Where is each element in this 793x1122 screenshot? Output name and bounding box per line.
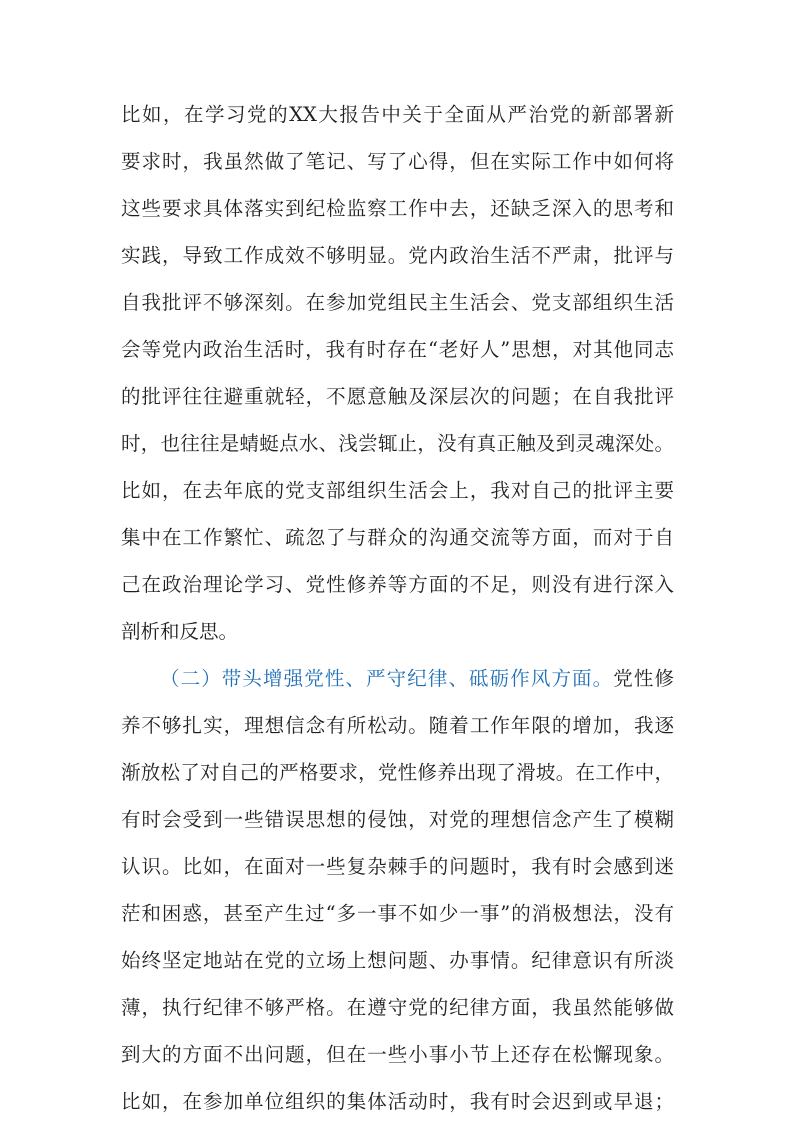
text-line: 实践，导致工作成效不够明显。党内政治生活不严肃，批评与 <box>121 244 674 267</box>
text-line: 渐放松了对自己的严格要求，党性修养出现了滑坡。在工作中， <box>121 761 674 784</box>
text-line: 剖析和反思。 <box>121 620 239 643</box>
text-line: 自我批评不够深刻。在参加党组民主生活会、党支部组织生活 <box>121 291 674 314</box>
text-line: 始终坚定地站在党的立场上想问题、办事情。纪律意识有所淡 <box>121 949 674 972</box>
text-line: 比如，在学习党的XX大报告中关于全面从严治党的新部署新 <box>121 103 674 126</box>
section-heading-line <box>160 662 674 696</box>
section-heading-tail: 党性修 <box>613 667 674 690</box>
text-line: 集中在工作繁忙、疏忽了与群众的沟通交流等方面，而对于自 <box>121 526 674 549</box>
text-line: 比如，在去年底的党支部组织生活会上，我对自己的批评主要 <box>121 479 674 502</box>
text-line: 薄，执行纪律不够严格。在遵守党的纪律方面，我虽然能够做 <box>121 996 674 1019</box>
text-line: 会等党内政治生活时，我有时存在“老好人”思想，对其他同志 <box>121 338 674 361</box>
text-line: 要求时，我虽然做了笔记、写了心得，但在实际工作中如何将 <box>121 150 674 173</box>
text-line: 这些要求具体落实到纪检监察工作中去，还缺乏深入的思考和 <box>121 197 674 220</box>
text-line: 己在政治理论学习、党性修养等方面的不足，则没有进行深入 <box>121 573 674 596</box>
text-line: 茫和困惑，甚至产生过“多一事不如少一事”的消极想法，没有 <box>121 902 674 925</box>
text-line: 的批评往往避重就轻，不愿意触及深层次的问题；在自我批评 <box>121 385 674 408</box>
section-heading: （二）带头增强党性、严守纪律、砥砺作风方面。 <box>160 667 614 690</box>
text-line: 有时会受到一些错误思想的侵蚀，对党的理想信念产生了模糊 <box>121 808 674 831</box>
text-line: 认识。比如，在面对一些复杂棘手的问题时，我有时会感到迷 <box>121 855 674 878</box>
text-line: 比如，在参加单位组织的集体活动时，我有时会迟到或早退； <box>121 1090 674 1113</box>
text-line: 到大的方面不出问题，但在一些小事小节上还存在松懈现象。 <box>121 1043 674 1066</box>
text-line: 时，也往往是蜻蜓点水、浅尝辄止，没有真正触及到灵魂深处。 <box>121 432 674 455</box>
text-line: 养不够扎实，理想信念有所松动。随着工作年限的增加，我逐 <box>121 714 674 737</box>
